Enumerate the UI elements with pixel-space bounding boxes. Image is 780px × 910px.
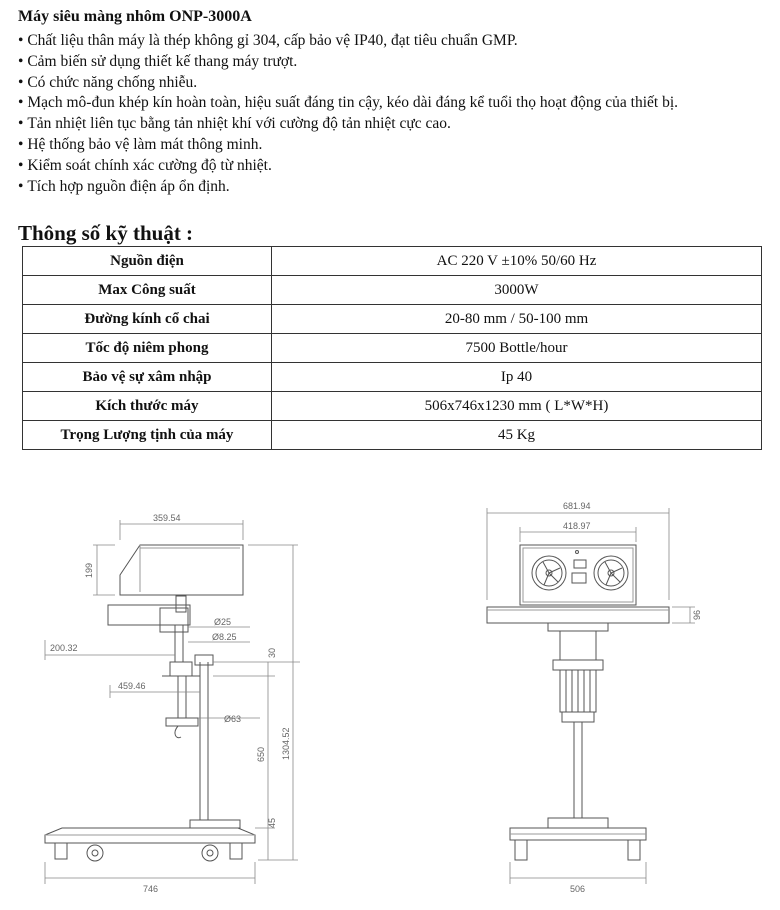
spec-label: Nguồn điện [23, 247, 272, 276]
product-title: Máy siêu màng nhôm ONP-3000A [18, 8, 252, 25]
feature-item: • Có chức năng chống nhiễu. [18, 73, 763, 94]
table-row [23, 247, 762, 276]
spec-value: Ip 40 [272, 363, 762, 392]
spec-value: 7500 Bottle/hour [272, 334, 762, 363]
table-row [23, 305, 762, 334]
spec-label: Tốc độ niêm phong [23, 334, 272, 363]
dim-label: 96 [692, 609, 702, 620]
dim-label: Ø63 [224, 714, 242, 724]
dim-label: 418.97 [563, 521, 591, 531]
feature-item: • Chất liệu thân máy là thép không gỉ 304, cấp bảo vệ IP40, đạt tiêu chuẩn GMP. [18, 31, 763, 52]
spec-label: Trọng Lượng tịnh của máy [23, 421, 272, 450]
dim-label: 459.46 [118, 681, 146, 691]
dim-label: 650 [256, 746, 266, 762]
spec-heading: Thông số kỹ thuật : [18, 221, 194, 245]
feature-item: • Hệ thống bảo vệ làm mát thông minh. [18, 135, 763, 156]
spec-value: AC 220 V ±10% 50/60 Hz [272, 247, 762, 276]
side-view-machine [45, 545, 255, 861]
spec-label: Đường kính cổ chai [23, 305, 272, 334]
table-row [23, 334, 762, 363]
dim-label: Ø25 [214, 617, 232, 627]
dim-label: 30 [267, 647, 277, 658]
table-row [23, 392, 762, 421]
spec-label: Kích thước máy [23, 392, 272, 421]
table-row [23, 276, 762, 305]
dim-label: 199 [84, 562, 94, 578]
feature-item: • Tích hợp nguồn điện áp ổn định. [18, 177, 763, 198]
front-view-machine [487, 545, 669, 860]
feature-item: • Kiểm soát chính xác cường độ từ nhiệt. [18, 156, 763, 177]
dim-label: 45 [267, 817, 277, 828]
spec-label: Max Công suất [23, 276, 272, 305]
dim-label: 506 [570, 884, 586, 894]
feature-list [18, 31, 763, 197]
spec-label: Bảo vệ sự xâm nhập [23, 363, 272, 392]
feature-item: • Mạch mô-đun khép kín hoàn toàn, hiệu suất đáng tin cậy, kéo dài đáng kể tuổi thọ hoạt động của thiết bị. [18, 93, 763, 114]
dim-label: 746 [143, 884, 159, 894]
feature-item: • Tản nhiệt liên tục bằng tản nhiệt khí với cường độ tản nhiệt cực cao. [18, 114, 763, 135]
spec-value: 506x746x1230 mm ( L*W*H) [272, 392, 762, 421]
dim-label: 1304.52 [281, 727, 291, 760]
table-row [23, 421, 762, 450]
table-row [23, 363, 762, 392]
dim-label: 359.54 [153, 513, 181, 523]
feature-item: • Cảm biến sử dụng thiết kế thang máy trượt. [18, 52, 763, 73]
spec-table [22, 246, 762, 450]
spec-value: 3000W [272, 276, 762, 305]
dim-label: 681.94 [563, 501, 591, 511]
spec-value: 20-80 mm / 50-100 mm [272, 305, 762, 334]
technical-drawing [0, 490, 780, 910]
dim-label: Ø8.25 [212, 632, 237, 642]
dim-label: 200.32 [50, 643, 78, 653]
spec-value: 45 Kg [272, 421, 762, 450]
